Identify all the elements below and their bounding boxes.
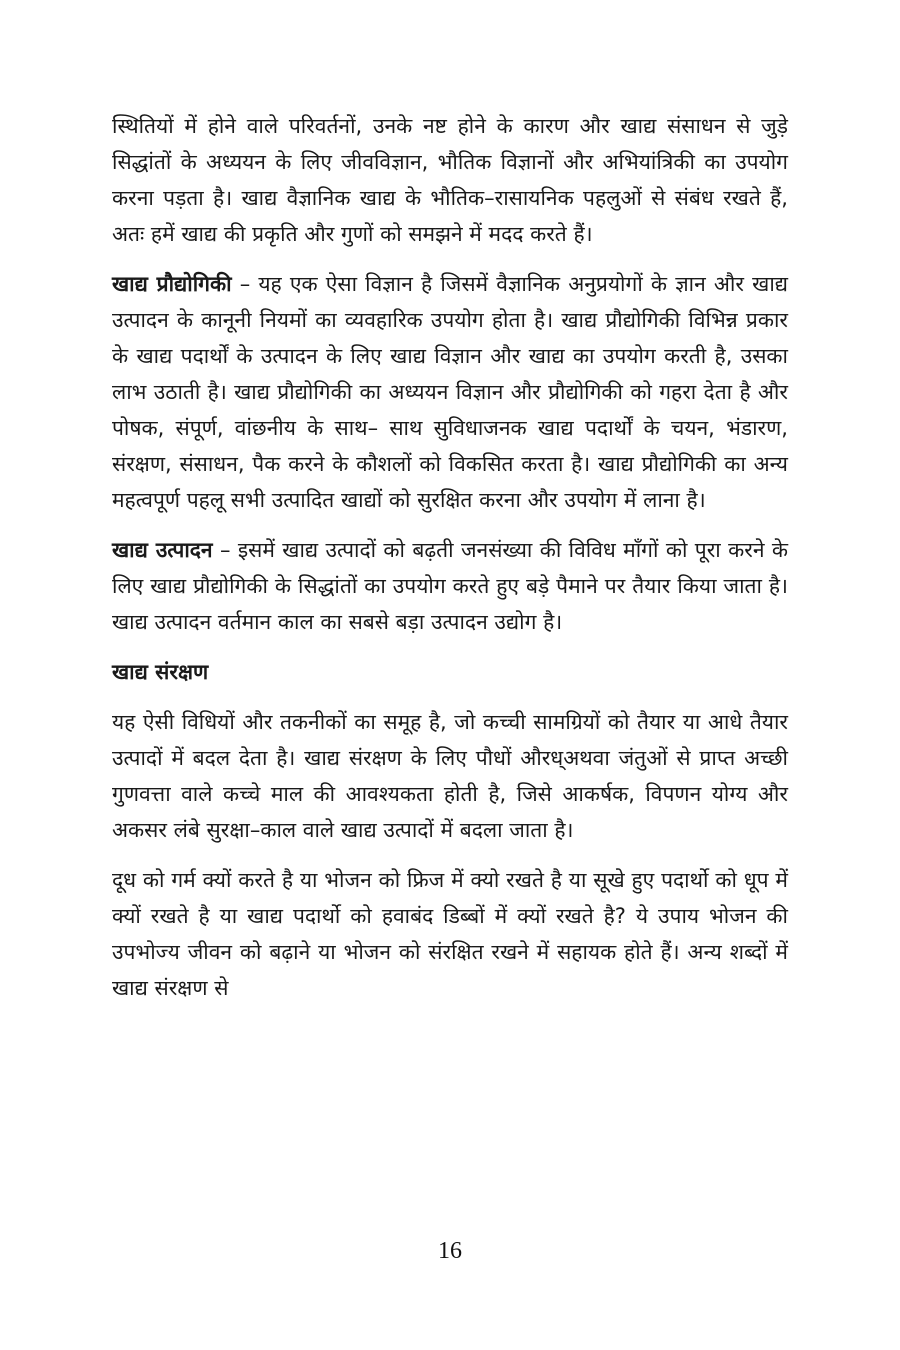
- term-food-production: खाद्य उत्पादन: [112, 538, 213, 562]
- paragraph-food-production-text: – इसमें खाद्य उत्पादों को बढ़ती जनसंख्या की विविध माँगों को पूरा करने के लिए खाद्य प्रौद्योगिकी के सिद्धांतों का उपयोग करते हुए बड़े पैमाने पर तैयार किया जाता है। खाद्य उत्पादन वर्तमान काल का सबसे बड़ा उत्पादन उद्योग है।: [112, 538, 788, 634]
- paragraph-food-production: [112, 532, 788, 640]
- paragraph-food-technology-text: – यह एक ऐसा विज्ञान है जिसमें वैज्ञानिक अनुप्रयोगों के ज्ञान और खाद्य उत्पादन के कानूनी नियमों का व्यवहारिक उपयोग होता है। खाद्य प्रौद्योगिकी विभिन्न प्रकार के खाद्य पदार्थों के उत्पादन के लिए खाद्य विज्ञान और खाद्य का उपयोग करती है, उसका लाभ उठाती है। खाद्य प्रौद्योगिकी का अध्ययन विज्ञान और प्रौद्योगिकी को गहरा देता है और पोषक, संपूर्ण, वांछनीय के साथ– साथ सुविधाजनक खाद्य पदार्थों के चयन, भंडारण, संरक्षण, संसाधन, पैक करने के कौशलों को विकसित करता है। खाद्य प्रौद्योगिकी का अन्य महत्वपूर्ण पहलू सभी उत्पादित खाद्यों को सुरक्षित करना और उपयोग में लाना है।: [112, 272, 789, 512]
- page-number: 16: [438, 1238, 462, 1264]
- page-body: [112, 108, 788, 1020]
- paragraph-1: स्थितियों में होने वाले परिवर्तनों, उनके नष्ट होने के कारण और खाद्य संसाधन से जुड़े सिद्धांतों के अध्ययन के लिए जीवविज्ञान, भौतिक विज्ञानों और अभियांत्रिकी का उपयोग करना पड़ता है। खाद्य वैज्ञानिक खाद्य के भौतिक–रासायनिक पहलुओं से संबंध रखते हैं, अतः हमें खाद्य की प्रकृति और गुणों को समझने में मदद करते हैं।: [112, 114, 788, 246]
- paragraph-4: यह ऐसी विधियों और तकनीकों का समूह है, जो कच्ची सामग्रियों को तैयार या आधे तैयार उत्पादों में बदल देता है। खाद्य संरक्षण के लिए पौधों औरध्अथवा जंतुओं से प्राप्त अच्छी गुणवत्ता वाले कच्चे माल की आवश्यकता होती है, जिसे आकर्षक, विपणन योग्य और अकसर लंबे सुरक्षा–काल वाले खाद्य उत्पादों में बदला जाता है।: [112, 710, 788, 842]
- paragraph-5: दूध को गर्म क्यों करते है या भोजन को फ्रिज में क्यो रखते है या सूखे हुए पदार्थो को धूप में क्यों रखते है या खाद्य पदार्थो को हवाबंद डिब्बों में क्यों रखते है? ये उपाय भोजन की उपभोज्य जीवन को बढ़ाने या भोजन को संरक्षित रखने में सहायक होते हैं। अन्य शब्दों में खाद्य संरक्षण से: [112, 868, 788, 1000]
- section-heading-food-preservation: खाद्य संरक्षण: [112, 660, 209, 684]
- paragraph-food-technology: [112, 266, 788, 518]
- term-food-technology: खाद्य प्रौद्योगिकी: [112, 272, 232, 296]
